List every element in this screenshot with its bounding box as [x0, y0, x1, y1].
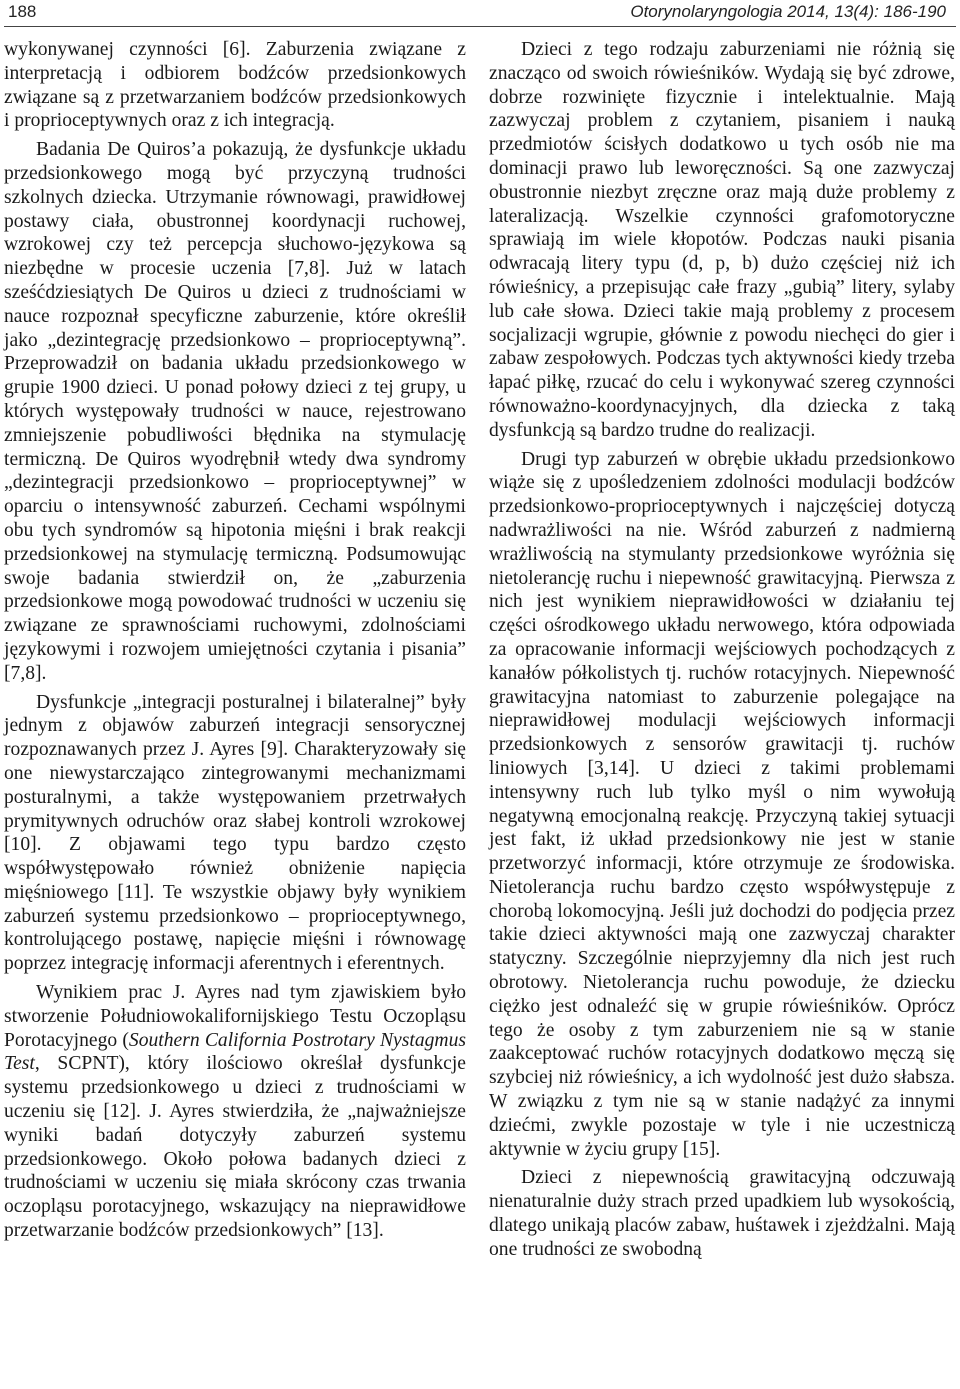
paragraph: Drugi typ zaburzeń w obrębie układu przedsionkowo wiąże się z upośledzeniem zdolności modulacji bodźców przedsionkowo-proprioceptywnych i najczęściej dotyczą nadwrażliwości na nie. Wśród zaburzeń z nadmierną wrażliwością na stymulanty przedsionkowe wyróżnia się nietolerancję ruchu i niepewność grawitacyjną. Pierwsza z nich jest wynikiem nieprawidłowości w działaniu tej części ośrodkowego układu nerwowego, która odpowiada za opracowanie informacji wejściowych pochodzących z kanałów półkolistych tj. ruchów rotacyjnych. Niepewność grawitacyjna natomiast to zaburzenie polegające na nieprawidłowej modulacji wejściowych informacji przedsionkowych z sensorów grawitacji tj. ruchów liniowych [3,14]. U dzieci z takimi problemami intensywny ruch lub tylko myśl o nim wywołują negatywną emocjonalną reakcję. Przyczyną takiej sytuacji jest fakt, iż układ przedsionkowy nie jest w stanie przetworzyć informacji, które otrzymuje ze środowiska. Nietolerancja ruchu bardzo często współwystępuje z chorobą lokomocyjną. Jeśli już dochodzi do podjęcia przez takie dzieci aktywności mają one zazwyczaj charakter statyczny. Szczególnie nieprzyjemny dla nich jest ruch obrotowy. Nietolerancja ruchu powoduje, że dziecku ciężko jest odnaleźć się w grupie rówieśników. Oprócz tego że osoby z tym zaburzeniem nie są w stanie zaakceptować ruchów rotacyjnych dodatkowo męczą się szybciej niż rówieśnicy, a ich wydolność jest dużo słabsza. W związku z tym nie są w stanie nadążyć za innymi dziećmi, zwykle pozostaje w tyle i nie uczestniczą aktywnie w życiu grupy [15].: [489, 448, 955, 1160]
paragraph: Dysfunkcje „integracji posturalnej i bilateralnej” były jednym z objawów zaburzeń integracji sensorycznej rozpoznawanych przez J. Ayres [9]. Charakteryzowały się one niewystarczająco zintegrowanymi mechanizmami posturalnymi, a także występowaniem przetrwałych prymitywnych odruchów oraz słabej kontroli wzrokowej [10]. Z objawami tego typu bardzo często współwystępowało również obniżenie napięcia mięśniowego [11]. Te wszystkie objawy były wynikiem zaburzeń systemu przedsionkowo – proprioceptywnego, kontrolującego postawę, napięcie mięśni i równowagę poprzez integrację informacji aferentnych i eferentnych.: [4, 691, 466, 975]
paragraph: Badania De Quiros’a pokazują, że dysfunkcje układu przedsionkowego mogą być przyczyną trudności szkolnych dziecka. Utrzymanie równowagi, prawidłowej postawy ciała, obustronnej koordynacji ruchowej, wzrokowej czy też percepcja słuchowo-językowa są niezbędne w procesie uczenia [7,8]. Już w latach sześćdziesiątych De Quiros u dzieci z trudnościami w nauce rozpoznał specyficzne zaburzenie, które określił jako „dezintegrację przedsionkowo – proprioceptywną”. Przeprowadził on badania układu przedsionkowego w grupie 1900 dzieci. U ponad połowy dzieci z tej grupy, u których występowały trudności w nauce, rejestrowano zmniejszenie pobudliwości błędnika na stymulację termiczną. De Quiros wyodrębnił wtedy dwa syndromy „dezintegracji przedsionkowo – proprioceptywnej” w oparciu o intensywność zaburzeń. Cechami wspólnymi obu tych syndromów są hipotonia mięśni i brak reakcji przedsionkowej na stymulację termiczną. Podsumowując swoje badania stwierdził on, że „zaburzenia przedsionkowe mogą powodować trudności w uczeniu się związane ze sprawnościami ruchowymi, zdolnościami językowymi i rozwojem umiejętności czytania i pisania” [7,8].: [4, 139, 466, 684]
left-column: [4, 38, 466, 1243]
paragraph-text: Wynikiem prac J. Ayres nad tym zjawiskiem było stworzenie Południowokalifornijskiego Testu Oczopląsu Porotacyjnego (: [4, 982, 466, 1051]
test-name-italic: Southern California Postrotary Nystagmus Test: [4, 1029, 466, 1075]
page-number: 188: [8, 2, 37, 21]
right-column: [489, 38, 955, 1262]
paragraph: Dzieci z niepewnością grawitacyjną odczuwają nienaturalnie duży strach przed upadkiem lub wysokością, dlatego unikają placów zabaw, huśtawek i zjeżdżalni. Mają one trudności ze swobodną: [489, 1167, 955, 1260]
header-divider: [4, 26, 956, 27]
page-header: [0, 0, 960, 26]
paragraph: Dzieci z tego rodzaju zaburzeniami nie różnią się znacząco od swoich rówieśników. Wydają się być zdrowe, dobrze rozwinięte fizycznie i intelektualnie. Mają zazwyczaj problem z czytaniem, pisaniem i nauką przedmiotów ścisłych dodatkowo u tych osób nie ma dominacji prawo lub leworęczności. Są one zazwyczaj obustronnie niezbyt zręczne oraz mają duże problemy z lateralizacją. Wszelkie czynności grafomotoryczne sprawiają im wiele kłopotów. Podczas nauki pisania odwracają litery typu (d, p, b) dużo częściej niż ich rówieśnicy, a przepisując całe frazy „gubią” litery, sylaby lub całe słowa. Dzieci takie mają problemy z procesem socjalizacji wgrupie, głównie z powodu niechęci do gier i zabaw zespołowych. Podczas tych aktywności kiedy trzeba łapać piłkę, rzucać do celu i wykonywać szereg czynności równoważno-koordynacyjnych, dla dziecka z taką dysfunkcją są bardzo trudne do realizacji.: [489, 39, 955, 441]
journal-citation: Otorynolaryngologia 2014, 13(4): 186-190: [630, 2, 946, 21]
paragraph: [4, 981, 466, 1243]
paragraph: wykonywanej czynności [6]. Zaburzenia związane z interpretacją i odbiorem bodźców przedsionkowych związane są z przetwarzaniem bodźców przedsionkowych i proprioceptywnych oraz z ich integracją.: [4, 39, 466, 132]
paragraph-text: , SCPNT), który ilościowo określał dysfunkcje systemu przedsionkowego u dzieci z trudnościami w uczeniu się [12]. J. Ayres stwierdziła, że „najważniejsze wyniki badań dotyczyły zaburzeń systemu przedsionkowego. Około połowa badanych dzieci z trudnościami w uczeniu się miała skrócony czas trwania oczopląsu porotacyjnego, wskazujący na nieprawidłowe przetwarzanie bodźców przedsionkowych” [13].: [4, 1053, 466, 1242]
